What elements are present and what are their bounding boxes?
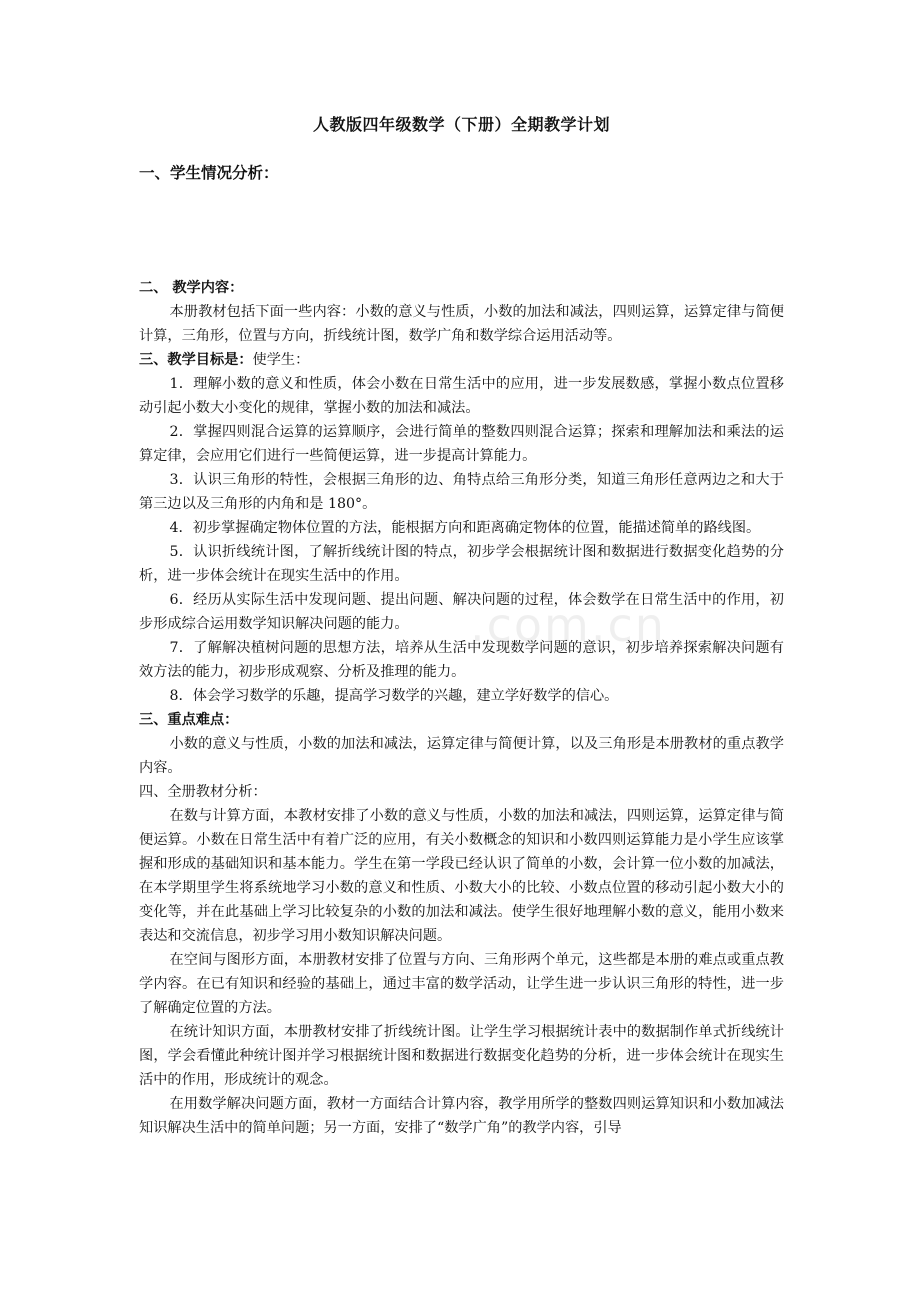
goal-item: 6．经历从实际生活中发现问题、提出问题、解决问题的过程，体会数学在日常生活中的作用，初步形成综合运用数学知识解决问题的能力。: [139, 592, 784, 632]
section-goals-heading: [139, 348, 784, 372]
goals-heading-bold: 三、教学目标是：: [139, 352, 253, 368]
goal-item: 4．初步掌握确定物体位置的方法，能根据方向和距离确定物体的位置，能描述简单的路线图。: [169, 520, 761, 536]
goal-item: 5．认识折线统计图，了解折线统计图的特点，初步学会根据统计图和数据进行数据变化趋势的分析，进一步体会统计在现实生活中的作用。: [139, 544, 784, 584]
section-textbook-analysis-heading: 四、全册教材分析：: [139, 784, 267, 800]
section-key-points-heading: 三、重点难点：: [139, 712, 239, 728]
section-content-heading: 二、 教学内容：: [139, 280, 244, 296]
goal-item: 1．理解小数的意义和性质，体会小数在日常生活中的应用，进一步发展数感，掌握小数点位置移动引起小数大小变化的规律，掌握小数的加法和减法。: [139, 376, 784, 416]
watermark: .com.cn: [470, 598, 666, 652]
analysis-paragraph: 在数与计算方面，本教材安排了小数的意义与性质，小数的加法和减法，四则运算，运算定律与简便运算。小数在日常生活中有着广泛的应用，有关小数概念的知识和小数四则运算能力是小学生应该掌握和形成的基础知识和基本能力。学生在第一学段已经认识了简单的小数，会计算一位小数的加减法，在本学期里学生将系统地学习小数的意义和性质、小数大小的比较、小数点位置的移动引起小数大小的变化等，并在此基础上学习比较复杂的小数的加法和减法。使学生很好地理解小数的意义，能用小数来表达和交流信息，初步学习用小数知识解决问题。: [139, 808, 784, 944]
goal-item: 3．认识三角形的特性，会根据三角形的边、角特点给三角形分类，知道三角形任意两边之和大于第三边以及三角形的内角和是 180°。: [139, 472, 784, 512]
section-student-analysis-heading: 一、学生情况分析：: [139, 163, 279, 182]
analysis-paragraph: 在用数学解决问题方面，教材一方面结合计算内容，教学用所学的整数四则运算知识和小数加减法知识解决生活中的简单问题；另一方面，安排了“数学广角”的教学内容，引导: [139, 1096, 784, 1136]
document-title: 人教版四年级数学（下册）全期教学计划: [312, 115, 610, 134]
goals-heading-normal: 使学生：: [252, 352, 310, 368]
goal-item: 2．掌握四则混合运算的运算顺序，会进行简单的整数四则混合运算；探索和理解加法和乘法的运算定律，会应用它们进行一些简便运算，进一步提高计算能力。: [139, 424, 784, 464]
goal-item: 8．体会学习数学的乐趣，提高学习数学的兴趣，建立学好数学的信心。: [169, 688, 619, 704]
document-page: [139, 112, 784, 1140]
blank-space: [139, 186, 784, 276]
section-key-points-text: 小数的意义与性质，小数的加法和减法，运算定律与简便计算，以及三角形是本册教材的重点教学内容。: [139, 736, 784, 776]
analysis-paragraph: 在统计知识方面，本册教材安排了折线统计图。让学生学习根据统计表中的数据制作单式折线统计图，学会看懂此种统计图并学习根据统计图和数据进行数据变化趋势的分析，进一步体会统计在现实生活中的作用，形成统计的观念。: [139, 1024, 784, 1088]
goal-item: 7．了解解决植树问题的思想方法，培养从生活中发现数学问题的意识，初步培养探索解决问题有效方法的能力，初步形成观察、分析及推理的能力。: [139, 640, 784, 680]
section-content-text: 本册教材包括下面一些内容：小数的意义与性质，小数的加法和减法，四则运算，运算定律与简便计算，三角形，位置与方向，折线统计图，数学广角和数学综合运用活动等。: [139, 304, 784, 344]
analysis-paragraph: 在空间与图形方面，本册教材安排了位置与方向、三角形两个单元，这些都是本册的难点或重点教学内容。在已有知识和经验的基础上，通过丰富的数学活动，让学生进一步认识三角形的特性，进一步了解确定位置的方法。: [139, 952, 784, 1016]
